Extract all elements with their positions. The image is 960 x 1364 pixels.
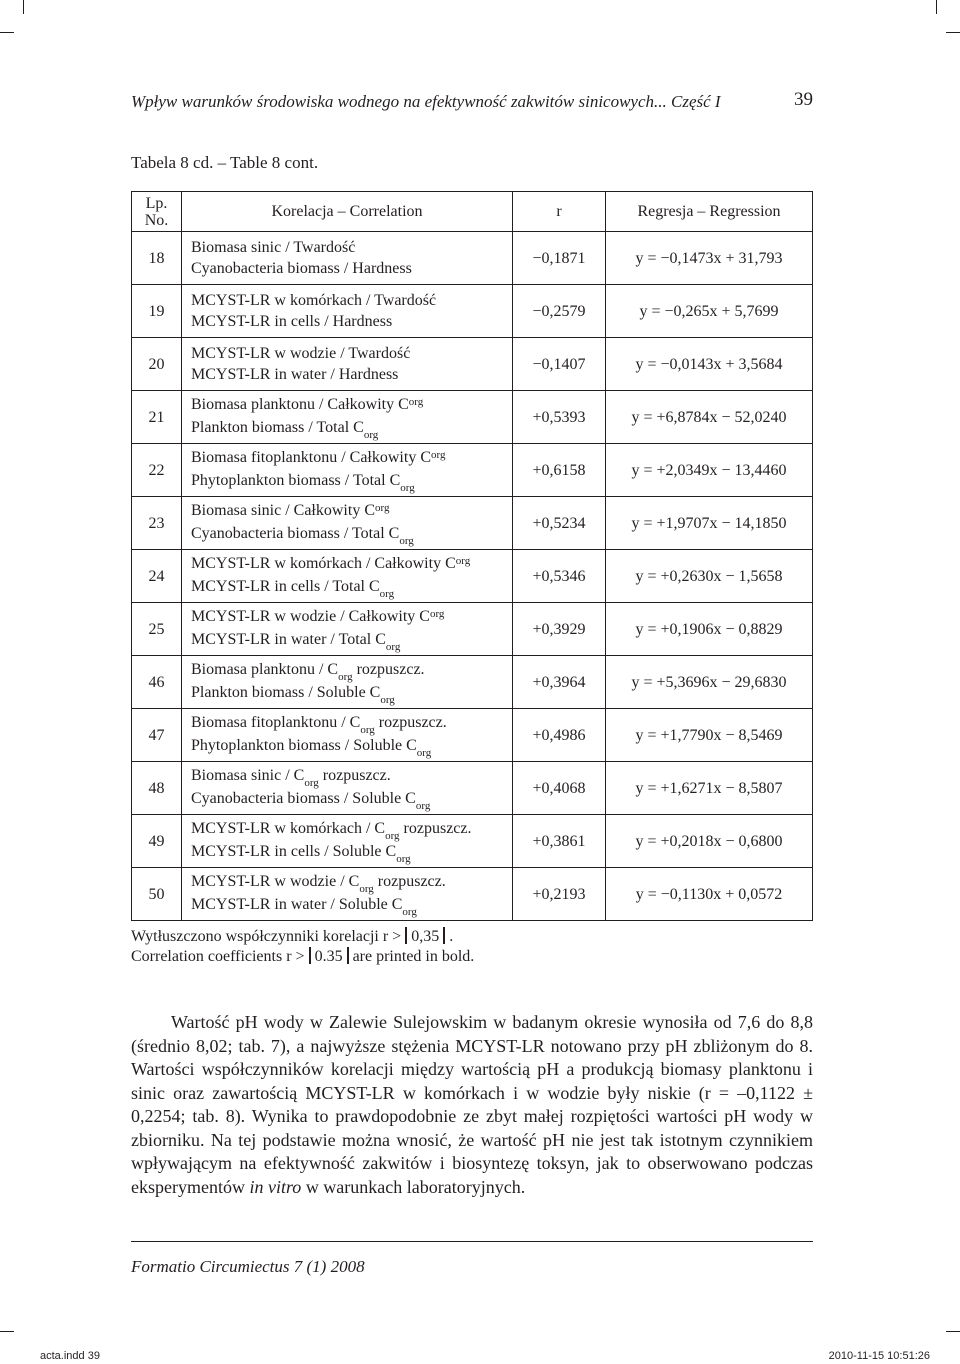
table-caption: Tabela 8 cd. – Table 8 cont. [131, 153, 319, 172]
row-r-value: +0,5346 [513, 550, 606, 603]
row-lp: 18 [132, 232, 182, 285]
row-regression: y = −0,1130x + 0,0572 [606, 868, 813, 921]
row-correlation [182, 815, 513, 868]
footer-rule [131, 1241, 813, 1242]
note-pl-end: . [449, 928, 454, 945]
table-header-row [132, 192, 813, 232]
correlation-polish-text: MCYST-LR w wodzie / Całkowity C [191, 608, 430, 625]
correlation-polish-suffix: rozpuszcz. [373, 873, 446, 890]
table-row [132, 762, 813, 815]
table-row [132, 391, 813, 444]
correlation-english [191, 894, 512, 917]
correlation-english-text: Plankton biomass / Total C [191, 419, 364, 436]
crop-mark [0, 32, 14, 33]
row-correlation [182, 656, 513, 709]
row-lp: 23 [132, 497, 182, 550]
correlation-polish-text: Biomasa planktonu / Całkowity C [191, 396, 409, 413]
subscript-org: org [363, 429, 379, 441]
row-regression: y = +1,9707x − 14,1850 [606, 497, 813, 550]
correlation-english-text: MCYST-LR in water / Soluble C [191, 896, 403, 913]
correlation-polish-text: MCYST-LR w komórkach / C [191, 820, 386, 837]
note-pl-value: 0,35 [411, 928, 440, 945]
table-row [132, 868, 813, 921]
row-r-value: +0,4986 [513, 709, 606, 762]
correlation-polish-suffix: rozpuszcz. [374, 714, 447, 731]
row-regression: y = −0,0143x + 3,5684 [606, 338, 813, 391]
crop-mark [936, 0, 937, 14]
subscript-org: org [408, 396, 424, 408]
table-note [131, 927, 474, 967]
row-correlation [182, 762, 513, 815]
correlation-english [191, 682, 512, 705]
row-r-value: +0,6158 [513, 444, 606, 497]
correlation-polish-text: Biomasa sinic / C [191, 767, 305, 784]
paragraph-text-end: w warunkach laboratoryjnych. [301, 1176, 526, 1197]
correlation-english-text: MCYST-LR in cells / Hardness [191, 313, 393, 330]
correlation-english [191, 576, 512, 599]
running-title: Wpływ warunków środowiska wodnego na efektywność zakwitów sinicowych... Część I [131, 92, 721, 111]
subscript-org: org [379, 588, 395, 600]
correlation-english-text: MCYST-LR in water / Total C [191, 631, 386, 648]
row-lp: 21 [132, 391, 182, 444]
paragraph-italic: in vitro [249, 1176, 302, 1197]
row-regression: y = +2,0349x − 13,4460 [606, 444, 813, 497]
row-lp: 47 [132, 709, 182, 762]
subscript-org: org [416, 747, 432, 759]
crop-mark [946, 32, 960, 33]
crop-mark [946, 1331, 960, 1332]
table-row [132, 497, 813, 550]
correlation-english-text: Cyanobacteria biomass / Total C [191, 525, 400, 542]
abs-bar [347, 947, 349, 964]
row-regression: y = +1,7790x − 8,5469 [606, 709, 813, 762]
row-r-value: −0,2579 [513, 285, 606, 338]
correlation-table [131, 191, 813, 921]
header-correlation: Korelacja – Correlation [182, 192, 513, 232]
correlation-polish [191, 818, 512, 841]
correlation-polish [191, 553, 512, 576]
row-r-value: +0,5234 [513, 497, 606, 550]
correlation-english-text: Phytoplankton biomass / Total C [191, 472, 401, 489]
subscript-org: org [375, 502, 390, 514]
row-correlation [182, 868, 513, 921]
table-row [132, 285, 813, 338]
row-r-value: +0,3861 [513, 815, 606, 868]
subscript-org: org [429, 608, 445, 620]
correlation-polish-text: MCYST-LR w komórkach / Całkowity C [191, 555, 456, 572]
correlation-english [191, 311, 512, 332]
row-r-value: +0,5393 [513, 391, 606, 444]
table-row [132, 232, 813, 285]
row-r-value: −0,1407 [513, 338, 606, 391]
row-regression: y = +6,8784x − 52,0240 [606, 391, 813, 444]
correlation-polish-text: MCYST-LR w wodzie / Twardość [191, 345, 411, 362]
correlation-polish [191, 606, 512, 629]
row-correlation [182, 603, 513, 656]
header-lp [132, 192, 182, 232]
row-correlation [182, 709, 513, 762]
table-row [132, 656, 813, 709]
correlation-polish-text: MCYST-LR w komórkach / Twardość [191, 292, 437, 309]
row-lp: 49 [132, 815, 182, 868]
correlation-polish-suffix: rozpuszcz. [352, 661, 425, 678]
correlation-english-text: Cyanobacteria biomass / Soluble C [191, 790, 416, 807]
subscript-org: org [399, 535, 414, 547]
header-r: r [513, 192, 606, 232]
abs-bar [309, 947, 311, 964]
correlation-english [191, 841, 512, 864]
note-en-end: are printed in bold. [352, 948, 475, 965]
row-regression: y = +5,3696x − 29,6830 [606, 656, 813, 709]
correlation-english [191, 735, 512, 758]
row-regression: y = +0,1906x − 0,8829 [606, 603, 813, 656]
correlation-english-text: MCYST-LR in cells / Soluble C [191, 843, 397, 860]
note-polish [131, 927, 474, 947]
subscript-org: org [400, 482, 415, 494]
correlation-polish-text: Biomasa sinic / Twardość [191, 239, 356, 256]
row-r-value: +0,4068 [513, 762, 606, 815]
correlation-english [191, 629, 512, 652]
row-r-value: −0,1871 [513, 232, 606, 285]
correlation-polish [191, 290, 512, 311]
correlation-polish-text: Biomasa fitoplanktonu / C [191, 714, 361, 731]
paragraph-text: Wartość pH wody w Zalewie Sulejowskim w badanym okresie wynosiła od 7,6 do 8,8 (średnio 8,02; tab. 7), a najwyższe stężenia MCYST-LR notowano przy pH zbliżonym do 8. Wartości współczynników korelacji między wartością pH a produkcją biomasy planktonu i sinic oraz zawartością MCYST-LR w komórkach i w wodzie były niskie (r = –0,1122 ± 0,2254; tab. 8). Wynika to prawdopodobnie ze zbyt małej rozpiętości wartości pH wody w zbiorniku. Na tej podstawie można wnosić, że wartość pH nie jest tak istotnym czynnikiem wpływającym na efektywność zakwitów i biosyntezę toksyn, jak to obserwowano podczas eksperymentów [131, 1012, 813, 1197]
header-lp-line1: Lp. [145, 194, 168, 212]
correlation-english-text: Phytoplankton biomass / Soluble C [191, 737, 417, 754]
journal-footer: Formatio Circumiectus 7 (1) 2008 [131, 1257, 365, 1276]
correlation-english-text: MCYST-LR in water / Hardness [191, 366, 399, 383]
crop-mark [0, 1331, 14, 1332]
correlation-english-text: MCYST-LR in cells / Total C [191, 578, 380, 595]
correlation-polish-suffix: rozpuszcz. [318, 767, 391, 784]
body-paragraph [131, 1011, 813, 1199]
subscript-org: org [359, 883, 374, 895]
row-correlation [182, 391, 513, 444]
correlation-english [191, 523, 512, 546]
subscript-org: org [360, 724, 375, 736]
subscript-org: org [304, 777, 319, 789]
row-regression: y = +0,2630x − 1,5658 [606, 550, 813, 603]
correlation-english-text: Cyanobacteria biomass / Hardness [191, 260, 412, 277]
table-row [132, 550, 813, 603]
abs-bar [443, 927, 445, 944]
correlation-polish [191, 500, 512, 523]
row-r-value: +0,2193 [513, 868, 606, 921]
note-en-text: Correlation coefficients r > [131, 948, 305, 965]
row-correlation [182, 232, 513, 285]
correlation-polish-text: Biomasa sinic / Całkowity C [191, 502, 375, 519]
crop-mark [23, 0, 24, 14]
note-pl-text: Wytłuszczono współczynniki korelacji r > [131, 928, 402, 945]
subscript-org: org [430, 449, 446, 461]
row-lp: 20 [132, 338, 182, 391]
subscript-org: org [338, 671, 353, 683]
subscript-org: org [385, 830, 400, 842]
row-regression: y = +1,6271x − 8,5807 [606, 762, 813, 815]
correlation-polish [191, 712, 512, 735]
correlation-polish [191, 447, 512, 470]
table-body [132, 232, 813, 921]
correlation-polish-text: Biomasa planktonu / C [191, 661, 339, 678]
row-r-value: +0,3929 [513, 603, 606, 656]
row-lp: 24 [132, 550, 182, 603]
correlation-polish [191, 343, 512, 364]
subscript-org: org [415, 800, 431, 812]
running-header [131, 89, 813, 112]
correlation-polish [191, 394, 512, 417]
correlation-polish [191, 871, 512, 894]
row-regression: y = +0,2018x − 0,6800 [606, 815, 813, 868]
correlation-english [191, 470, 512, 493]
row-lp: 22 [132, 444, 182, 497]
subscript-org: org [385, 641, 401, 653]
slug-timestamp: 2010-11-15 10:51:26 [828, 1350, 930, 1362]
row-correlation [182, 338, 513, 391]
row-lp: 50 [132, 868, 182, 921]
row-lp: 48 [132, 762, 182, 815]
subscript-org: org [455, 555, 471, 567]
correlation-english [191, 258, 512, 279]
correlation-english [191, 788, 512, 811]
table-row [132, 709, 813, 762]
row-lp: 19 [132, 285, 182, 338]
abs-bar [405, 927, 407, 944]
row-correlation [182, 497, 513, 550]
correlation-polish [191, 765, 512, 788]
table-row [132, 444, 813, 497]
correlation-english-text: Plankton biomass / Soluble C [191, 684, 381, 701]
table-row [132, 815, 813, 868]
header-regression: Regresja – Regression [606, 192, 813, 232]
row-regression: y = −0,265x + 5,7699 [606, 285, 813, 338]
correlation-polish [191, 237, 512, 258]
row-r-value: +0,3964 [513, 656, 606, 709]
row-correlation [182, 444, 513, 497]
row-regression: y = −0,1473x + 31,793 [606, 232, 813, 285]
correlation-polish [191, 659, 512, 682]
row-correlation [182, 285, 513, 338]
correlation-polish-suffix: rozpuszcz. [399, 820, 472, 837]
note-en-value: 0.35 [314, 948, 343, 965]
row-correlation [182, 550, 513, 603]
page-number: 39 [794, 89, 813, 110]
row-lp: 25 [132, 603, 182, 656]
table-row [132, 603, 813, 656]
correlation-english [191, 417, 512, 440]
subscript-org: org [402, 906, 417, 918]
row-lp: 46 [132, 656, 182, 709]
subscript-org: org [380, 694, 395, 706]
header-lp-line2: No. [144, 211, 169, 229]
correlation-polish-text: MCYST-LR w wodzie / C [191, 873, 360, 890]
correlation-polish-text: Biomasa fitoplanktonu / Całkowity C [191, 449, 431, 466]
correlation-english [191, 364, 512, 385]
note-english [131, 947, 474, 967]
slug-file: acta.indd 39 [40, 1350, 100, 1362]
table-row [132, 338, 813, 391]
subscript-org: org [396, 853, 411, 865]
